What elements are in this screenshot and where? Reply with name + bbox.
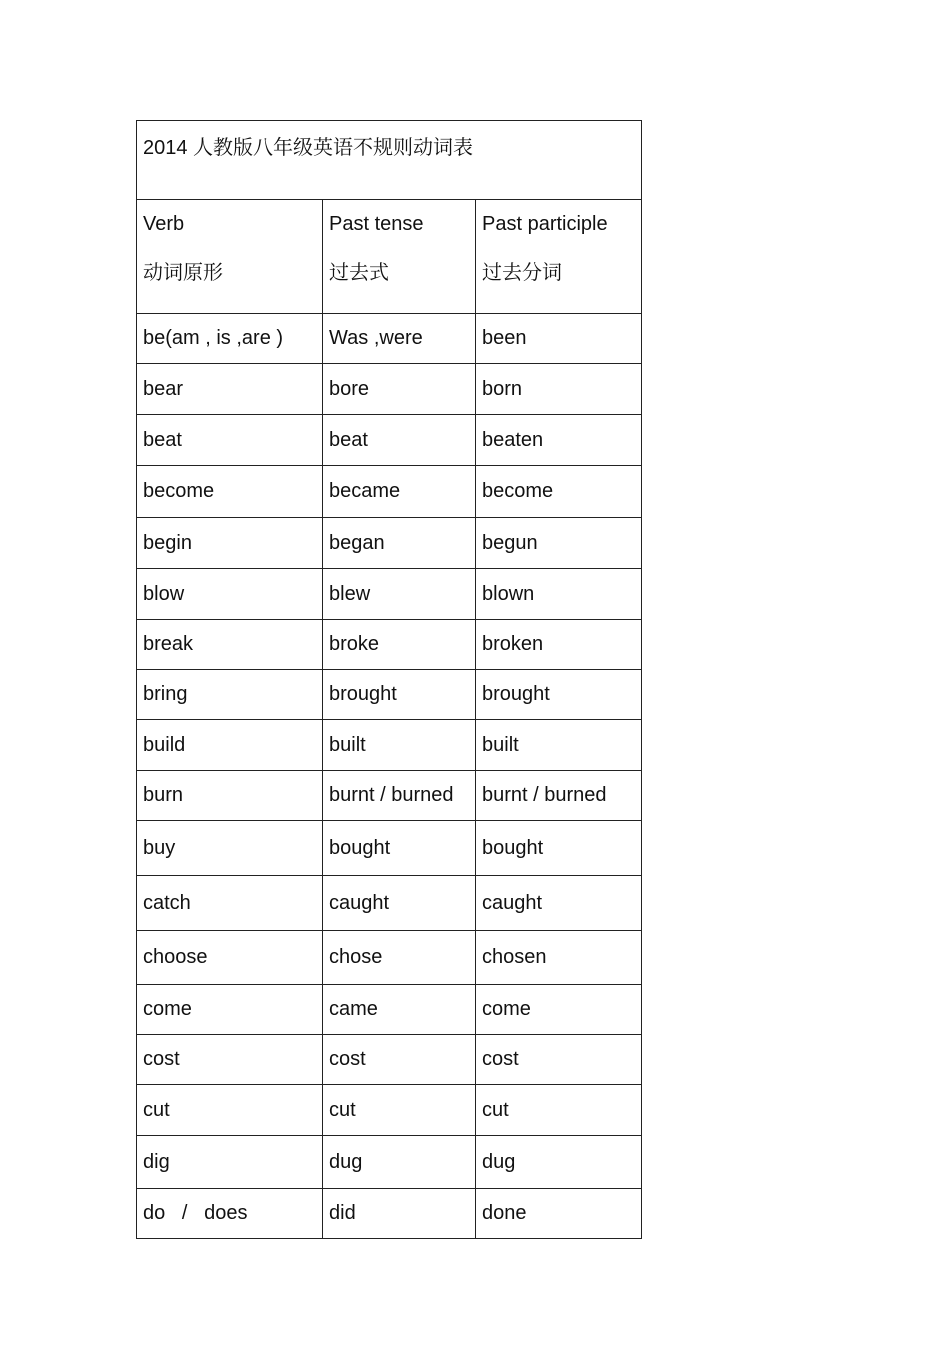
cell-verb: build (137, 720, 323, 771)
cell-verb: bring (137, 670, 323, 720)
table-row (137, 720, 642, 771)
cell-verb: bear (137, 364, 323, 415)
table-row (137, 415, 642, 466)
cell-verb: catch (137, 876, 323, 931)
table-row (137, 931, 642, 985)
cell-verb: beat (137, 415, 323, 466)
table-row (137, 1189, 642, 1239)
cell-past-participle: broken (476, 620, 642, 670)
header-verb (137, 200, 323, 314)
cell-past-tense: cost (323, 1035, 476, 1085)
table-row (137, 1085, 642, 1136)
cell-past-participle: burnt / burned (476, 771, 642, 821)
cell-past-tense: caught (323, 876, 476, 931)
irregular-verb-table (136, 120, 642, 1239)
cell-past-tense: beat (323, 415, 476, 466)
cell-past-tense: bought (323, 821, 476, 876)
cell-past-participle: beaten (476, 415, 642, 466)
cell-past-tense: built (323, 720, 476, 771)
table-row (137, 771, 642, 821)
table-row (137, 821, 642, 876)
cell-past-tense: did (323, 1189, 476, 1239)
cell-past-tense: cut (323, 1085, 476, 1136)
cell-verb: cut (137, 1085, 323, 1136)
cell-verb: buy (137, 821, 323, 876)
header-past-tense-en: Past tense (329, 213, 424, 235)
cell-past-tense: chose (323, 931, 476, 985)
header-past-tense-zh: 过去式 (329, 262, 389, 284)
cell-verb: begin (137, 518, 323, 569)
cell-past-participle: born (476, 364, 642, 415)
cell-past-participle: built (476, 720, 642, 771)
cell-past-tense: blew (323, 569, 476, 620)
table-row (137, 364, 642, 415)
cell-past-tense: came (323, 985, 476, 1035)
cell-past-tense: began (323, 518, 476, 569)
table-row (137, 518, 642, 569)
cell-past-participle: chosen (476, 931, 642, 985)
header-row (137, 200, 642, 314)
header-past-participle-zh: 过去分词 (482, 262, 562, 284)
cell-past-participle: cut (476, 1085, 642, 1136)
header-past-participle (476, 200, 642, 314)
cell-past-participle: come (476, 985, 642, 1035)
table-row (137, 670, 642, 720)
table-row (137, 569, 642, 620)
cell-past-tense: dug (323, 1136, 476, 1189)
cell-past-tense: broke (323, 620, 476, 670)
cell-verb: cost (137, 1035, 323, 1085)
cell-past-participle: brought (476, 670, 642, 720)
table-row (137, 620, 642, 670)
table-row (137, 314, 642, 364)
table-title: 2014 人教版八年级英语不规则动词表 (137, 121, 642, 200)
cell-past-tense: became (323, 466, 476, 518)
table-row (137, 1136, 642, 1189)
cell-past-participle: been (476, 314, 642, 364)
cell-verb: dig (137, 1136, 323, 1189)
cell-past-tense: burnt / burned (323, 771, 476, 821)
cell-verb: break (137, 620, 323, 670)
table-row (137, 876, 642, 931)
header-verb-zh: 动词原形 (143, 262, 223, 284)
cell-past-tense: bore (323, 364, 476, 415)
cell-verb: come (137, 985, 323, 1035)
table-row (137, 466, 642, 518)
cell-past-participle: caught (476, 876, 642, 931)
cell-past-participle: dug (476, 1136, 642, 1189)
cell-verb: blow (137, 569, 323, 620)
cell-past-participle: cost (476, 1035, 642, 1085)
cell-past-participle: become (476, 466, 642, 518)
table-row (137, 985, 642, 1035)
cell-past-participle: begun (476, 518, 642, 569)
header-past-participle-en: Past participle (482, 213, 608, 235)
cell-past-participle: bought (476, 821, 642, 876)
cell-verb: be(am , is ,are ) (137, 314, 323, 364)
cell-past-tense: Was ,were (323, 314, 476, 364)
title-row (137, 121, 642, 200)
cell-past-participle: blown (476, 569, 642, 620)
cell-past-tense: brought (323, 670, 476, 720)
cell-past-participle: done (476, 1189, 642, 1239)
cell-verb: choose (137, 931, 323, 985)
cell-verb: become (137, 466, 323, 518)
table-row (137, 1035, 642, 1085)
cell-verb: burn (137, 771, 323, 821)
header-verb-en: Verb (143, 213, 185, 235)
cell-verb: do / does (137, 1189, 323, 1239)
header-past-tense (323, 200, 476, 314)
